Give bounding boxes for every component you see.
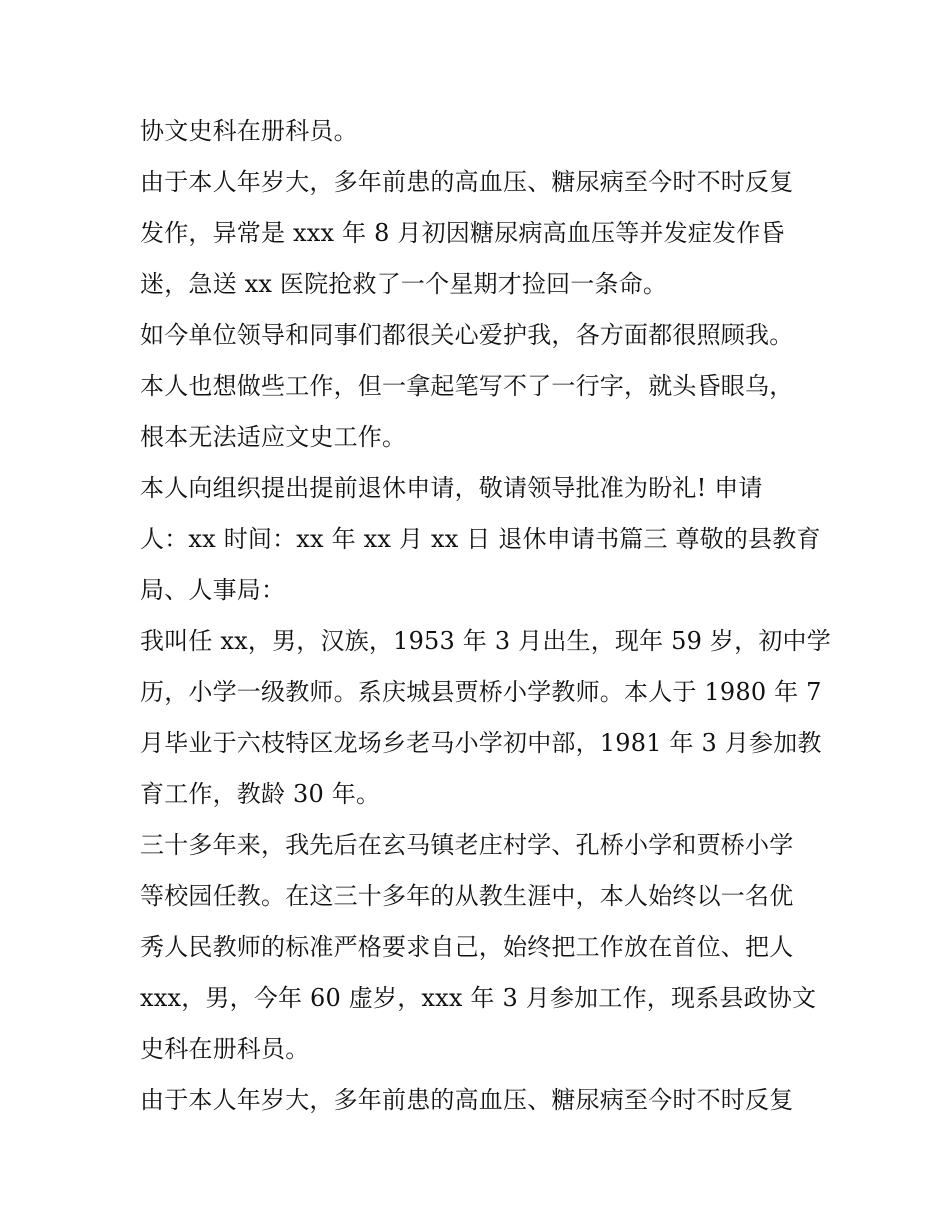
text-line-2: 由于本人年岁大，多年前患的高血压、糖尿病至今时不时反复 <box>140 168 794 196</box>
text-line-8: 本人向组织提出提前退休申请，敬请领导批准为盼礼! 申请 <box>140 474 763 502</box>
text-line-11: 我叫任 xx，男，汉族，1953 年 3 月出生，现年 59 岁，初中学 <box>140 627 831 655</box>
text-line-15: 三十多年来，我先后在玄马镇老庄村学、孔桥小学和贾桥小学 <box>140 831 794 859</box>
text-line-6: 本人也想做些工作，但一拿起笔写不了一行字，就头昏眼乌， <box>140 372 794 400</box>
text-line-14: 育工作，教龄 30 年。 <box>140 780 381 808</box>
text-line-5: 如今单位领导和同事们都很关心爱护我，各方面都很照顾我。 <box>140 321 794 349</box>
text-line-3: 发作，异常是 xxx 年 8 月初因糖尿病高血压等并发症发作昏 <box>140 219 785 247</box>
text-line-19: 史科在册科员。 <box>140 1035 310 1063</box>
text-line-10: 局、人事局： <box>140 576 286 604</box>
text-line-9: 人：xx 时间：xx 年 xx 月 xx 日 退休申请书篇三 尊敬的县教育 <box>140 525 821 553</box>
text-line-13: 月毕业于六枝特区龙场乡老马小学初中部，1981 年 3 月参加教 <box>140 729 822 757</box>
document-body <box>140 106 830 1126</box>
text-line-20: 由于本人年岁大，多年前患的高血压、糖尿病至今时不时反复 <box>140 1086 794 1114</box>
text-line-12: 历，小学一级教师。系庆城县贾桥小学教师。本人于 1980 年 7 <box>140 678 822 706</box>
text-line-16: 等校园任教。在这三十多年的从教生涯中，本人始终以一名优 <box>140 882 794 910</box>
text-line-17: 秀人民教师的标准严格要求自己，始终把工作放在首位、把人 <box>140 933 794 961</box>
text-line-1: 协文史科在册科员。 <box>140 117 358 145</box>
text-line-4: 迷，急送 xx 医院抢救了一个星期才捡回一条命。 <box>140 270 668 298</box>
text-line-18: xxx，男，今年 60 虚岁，xxx 年 3 月参加工作，现系县政协文 <box>140 984 817 1012</box>
text-line-7: 根本无法适应文史工作。 <box>140 423 407 451</box>
